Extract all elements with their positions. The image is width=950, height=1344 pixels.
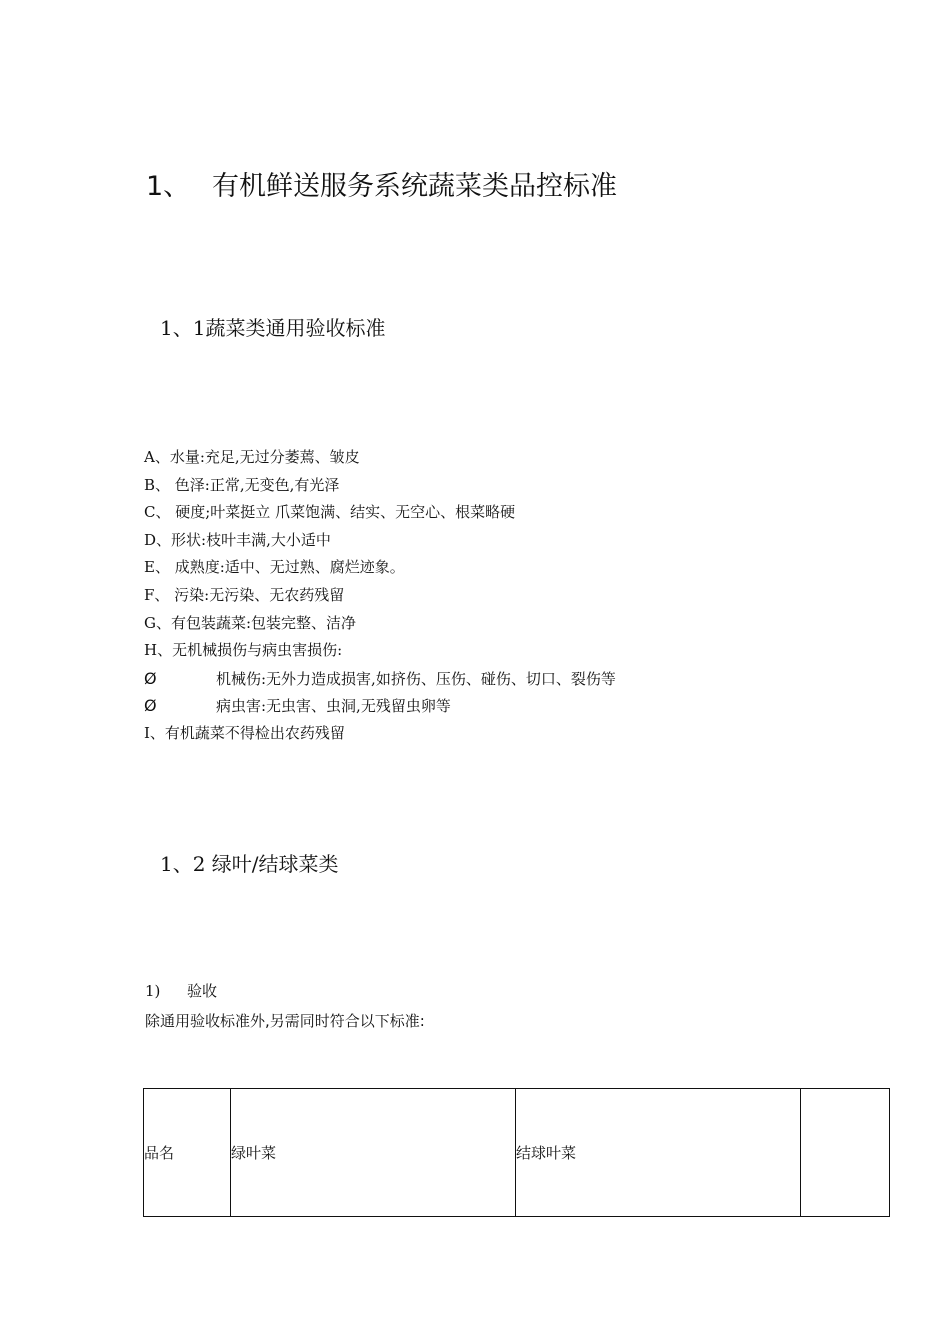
table-cell-name: 品名 xyxy=(144,1089,231,1217)
criteria-item: H、无机械损伤与病虫害损伤: xyxy=(144,641,343,660)
criteria-item: A、水量:充足,无过分萎蔫、皱皮 xyxy=(144,448,360,466)
table-cell-head-leaf: 结球叶菜 xyxy=(516,1089,801,1217)
title-text: 有机鲜送服务系统蔬菜类品控标准 xyxy=(212,171,617,202)
bullet-icon: Ø xyxy=(144,696,157,716)
criteria-item: I、有机蔬菜不得检出农药残留 xyxy=(144,723,345,742)
bullet-item xyxy=(144,692,616,720)
sub-item-number: 1) xyxy=(145,982,161,1000)
table-row xyxy=(144,1089,890,1217)
criteria-item: B、 色泽:正常,无变色,有光泽 xyxy=(144,475,340,494)
sub-item-text: 验收 xyxy=(187,982,218,1000)
criteria-item: C、 硬度;叶菜挺立 爪菜饱满、结实、无空心、根菜略硬 xyxy=(144,503,516,522)
title-number: 1、 xyxy=(146,171,191,202)
bullet-text: 病虫害:无虫害、虫洞,无残留虫卵等 xyxy=(216,697,451,716)
criteria-item: G、有包装蔬菜:包装完整、洁净 xyxy=(144,613,357,632)
bullet-text: 机械伤:无外力造成损害,如挤伤、压伤、碰伤、切口、裂伤等 xyxy=(216,669,616,688)
standards-table xyxy=(143,1088,890,1217)
criteria-item: E、 成熟度:适中、无过熟、腐烂迹象。 xyxy=(144,558,405,577)
table-cell-green-leaf: 绿叶菜 xyxy=(231,1089,516,1217)
sub-item xyxy=(145,980,217,1001)
section-heading-1-1: 1、1蔬菜类通用验收标准 xyxy=(160,316,386,340)
note-text: 除通用验收标准外,另需同时符合以下标准: xyxy=(145,1012,425,1030)
bullet-icon: Ø xyxy=(144,668,157,688)
bullet-item xyxy=(144,665,616,693)
criteria-list xyxy=(144,444,616,748)
table-cell-empty xyxy=(801,1089,890,1217)
section-heading-1-2: 1、2 绿叶/结球菜类 xyxy=(160,852,339,876)
page-title xyxy=(146,164,617,203)
criteria-item: F、 污染:无污染、无农药残留 xyxy=(144,585,345,604)
criteria-item: D、形状:枝叶丰满,大小适中 xyxy=(144,530,331,549)
